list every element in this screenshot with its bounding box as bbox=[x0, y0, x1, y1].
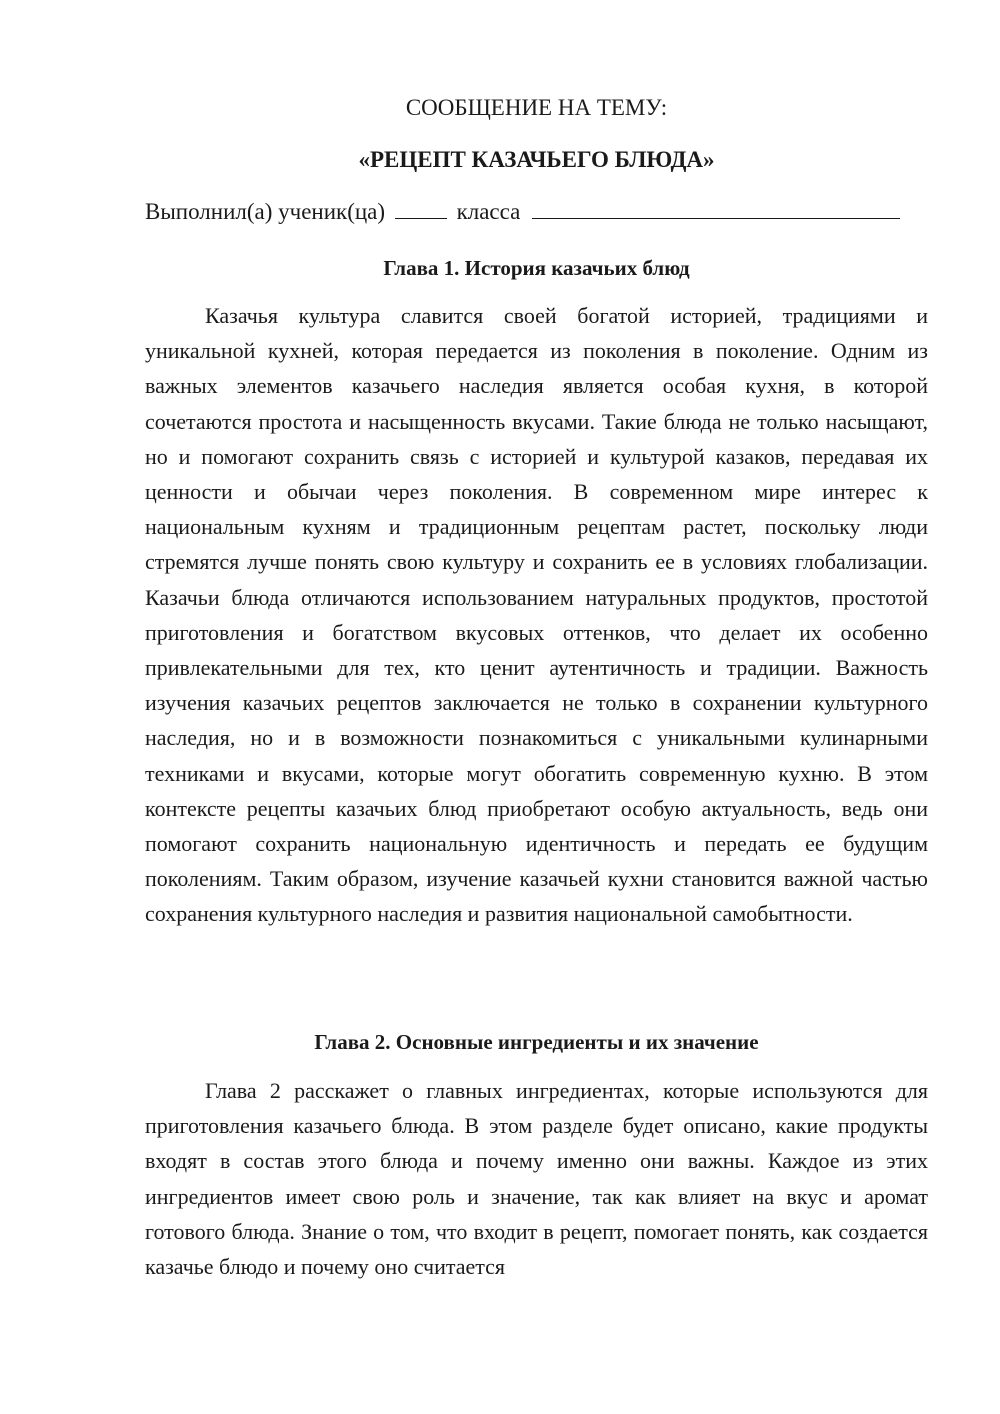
chapter-1-text: Казачья культура славится своей богатой историей, традициями и уникальной кухней, которая передается из поколения в поколение. Одним из важных элементов казачьего наследия является особая кухня, в которой сочетаются простота и насыщенность вкусами. Такие блюда не только насыщают, но и помогают сохранить связь с историей и культурой казаков, передавая их ценности и обычаи через поколения. В современном мире интерес к национальным кухням и традиционным рецептам растет, поскольку люди стремятся лучше понять свою культуру и сохранить ее в условиях глобализации. Казачьи блюда отличаются использованием натуральных продуктов, простотой приготовления и богатством вкусовых оттенков, что делает их особенно привлекательными для тех, кто ценит аутентичность и традиции. Важность изучения казачьих рецептов заключается не только в сохранении культурного наследия, но и в возможности познакомиться с уникальными кулинарными техниками и вкусами, которые могут обогатить современную кухню. В этом контексте рецепты казачьих блюд приобретают особую актуальность, ведь они помогают сохранить национальную идентичность и передать ее будущим поколениям. Таким образом, изучение казачьей кухни становится важной частью сохранения культурного наследия и развития национальной самобытности. bbox=[145, 303, 928, 927]
author-line bbox=[145, 197, 928, 227]
document-page bbox=[145, 0, 928, 1414]
name-blank bbox=[532, 198, 900, 219]
document-title-line-1: СООБЩЕНИЕ НА ТЕМУ: bbox=[405, 95, 668, 120]
author-prefix: Выполнил(а) ученик(ца) bbox=[145, 199, 386, 224]
chapter-2-heading: Глава 2. Основные ингредиенты и их значение bbox=[314, 1030, 759, 1054]
grade-blank bbox=[395, 198, 447, 219]
document-title-line-2: «РЕЦЕПТ КАЗАЧЬЕГО БЛЮДА» bbox=[358, 147, 715, 172]
class-label: класса bbox=[456, 199, 521, 224]
chapter-1-heading: Глава 1. История казачьих блюд bbox=[383, 256, 690, 280]
chapter-2-text: Глава 2 расскажет о главных ингредиентах, которые используются для приготовления казачьего блюда. В этом разделе будет описано, какие продукты входят в состав этого блюда и почему именно они важны. Каждое из этих ингредиентов имеет свою роль и значение, так как влияет на вкус и аромат готового блюда. Знание о том, что входит в рецепт, помогает понять, как создается казачье блюдо и почему оно считается bbox=[145, 1078, 928, 1280]
